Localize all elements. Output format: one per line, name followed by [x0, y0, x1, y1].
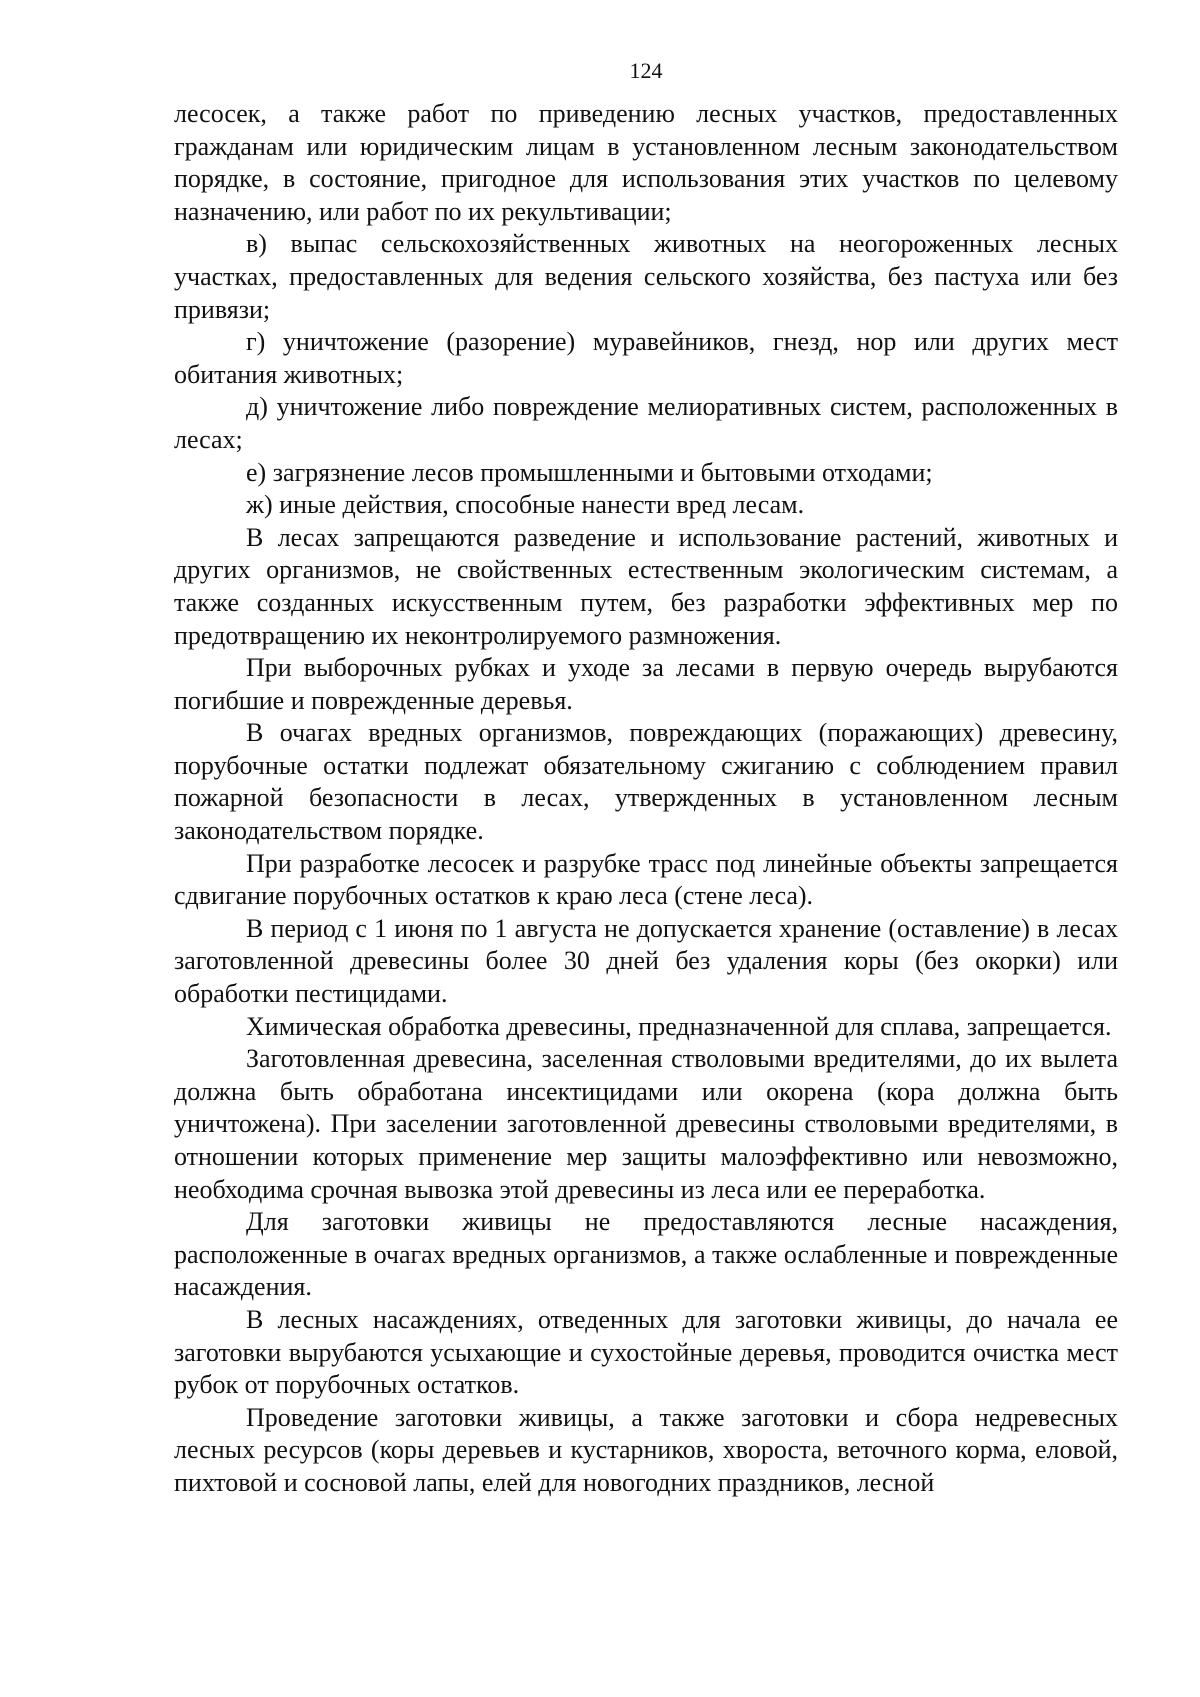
document-body [174, 98, 1118, 1500]
list-item-zh: ж) иные действия, способные нанести вред лесам. [246, 490, 805, 520]
paragraph-selective-felling: При выборочных рубках и уходе за лесами в первую очередь вырубаются погибшие и поврежденные деревья. [174, 653, 1118, 715]
paragraph-non-timber-resources: Проведение заготовки живицы, а также заготовки и сбора недревесных лесных ресурсов (коры деревьев и кустарников, хвороста, веточного корма, еловой, пихтовой и сосновой лапы, елей для новогодних праздников, лесной [174, 1402, 1118, 1497]
page-number: 124 [629, 58, 663, 83]
paragraph-infested-wood: Заготовленная древесина, заселенная стволовыми вредителями, до их вылета должна быть обработана инсектицидами или окорена (кора должна быть уничтожена). При заселении заготовленной древесины стволовыми вредителями, в отношении которых применение мер защиты малоэффективно или невозможно, необходима срочная вывозка этой древесины из леса или ее переработка. [174, 1044, 1118, 1204]
paragraph-resin-preparation: В лесных насаждениях, отведенных для заготовки живицы, до начала ее заготовки вырубаются усыхающие и сухостойные деревья, проводится очистка мест рубок от порубочных остатков. [174, 1304, 1118, 1400]
list-item-v: в) выпас сельскохозяйственных животных на неогороженных лесных участках, предоставленных для ведения сельского хозяйства, без пастуха или без привязи; [174, 229, 1118, 324]
list-item-d: д) уничтожение либо повреждение мелиоративных систем, расположенных в лесах; [174, 392, 1118, 454]
paragraph-continuation: лесосек, а также работ по приведению лесных участков, предоставленных гражданам или юридическим лицам в установленном лесным законодательством порядке, в состояние, пригодное для использования этих участков по целевому назначению, или работ по их рекультивации; [174, 99, 1118, 226]
paragraph-storage-period: В период с 1 июня по 1 августа не допускается хранение (оставление) в лесах заготовленной древесины более 30 дней без удаления коры (без окорки) или обработки пестицидами. [174, 913, 1118, 1009]
paragraph-resin-restrictions: Для заготовки живицы не предоставляются лесные насаждения, расположенные в очагах вредных организмов, а также ослабленные и поврежденные насаждения. [174, 1207, 1118, 1302]
paragraph-pest-foci: В очагах вредных организмов, повреждающих (поражающих) древесину, порубочные остатки подлежат обязательному сжиганию с соблюдением правил пожарной безопасности в лесах, утвержденных в установленном лесным законодательством порядке. [174, 718, 1118, 846]
document-page [174, 56, 1118, 1500]
list-item-g: г) уничтожение (разорение) муравейников, гнезд, нор или других мест обитания животных; [174, 327, 1118, 389]
paragraph-logging-residues: При разработке лесосек и разрубке трасс под линейные объекты запрещается сдвигание порубочных остатков к краю леса (стене леса). [174, 848, 1118, 911]
paragraph-chemical-treatment: Химическая обработка древесины, предназначенной для сплава, запрещается. [246, 1011, 1112, 1041]
list-item-e: е) загрязнение лесов промышленными и бытовыми отходами; [246, 457, 933, 487]
paragraph-organisms-ban: В лесах запрещаются разведение и использование растений, животных и других организмов, не свойственных естественным экологическим системам, а также созданных искусственным путем, без разработки эффективных мер по предотвращению их неконтролируемого размножения. [174, 522, 1118, 650]
